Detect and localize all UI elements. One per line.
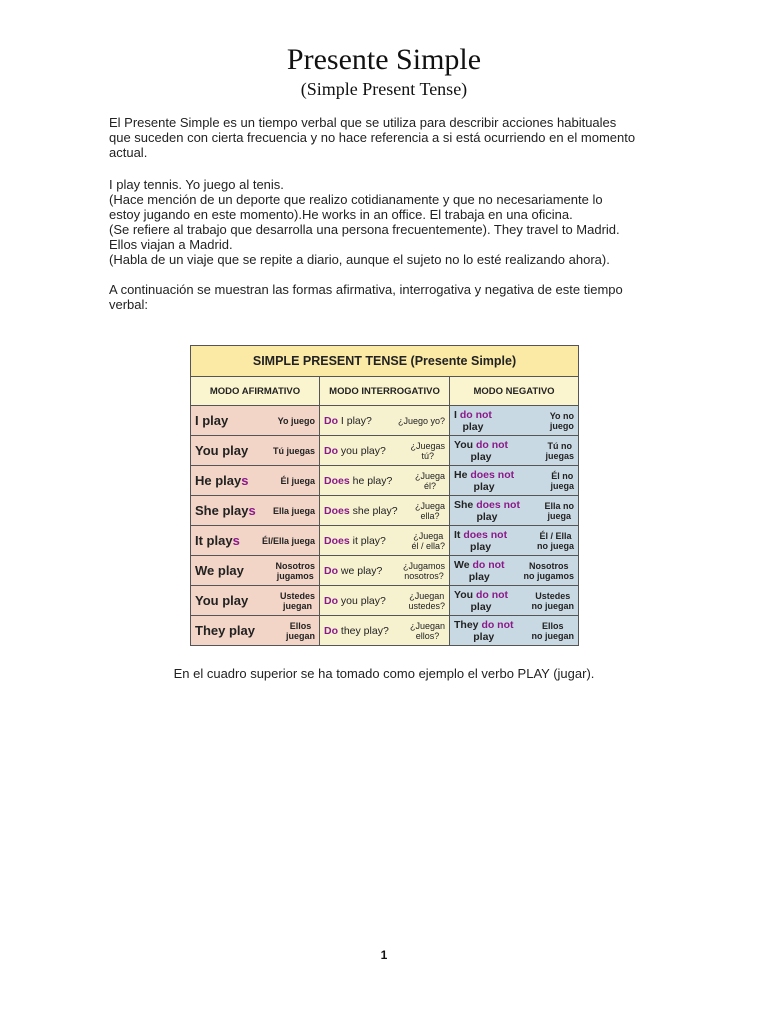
interrogative-translation: ¿Juegan ustedes?: [408, 590, 445, 611]
negative-form: [454, 469, 514, 493]
affirmative-form: [195, 623, 255, 638]
affirmative-form: [195, 473, 248, 488]
negative-auxiliary: does not: [470, 468, 515, 481]
affirmative-translation: Ustedes juegan: [279, 590, 315, 611]
paragraph-line: I play tennis. Yo juego al tenis.: [109, 177, 284, 192]
auxiliary-verb: Do: [324, 414, 338, 427]
table-row: [191, 466, 579, 496]
negative-subject: They: [454, 618, 479, 631]
negative-auxiliary: does not: [476, 498, 520, 511]
table-row: [191, 436, 579, 466]
negative-verb: play: [470, 600, 492, 613]
negative-translation: Él no juega: [550, 470, 575, 491]
affirmative-translation: Ellos juegan: [285, 620, 315, 641]
paragraph-line: (Habla de un viaje que se repite a diario, aunque el sujeto no lo esté realizando ahora).: [109, 252, 610, 267]
affirmative-verb: We play: [195, 563, 244, 578]
affirmative-cell: [191, 466, 320, 496]
negative-form: [454, 439, 508, 463]
affirmative-translation: Nosotros jugamos: [275, 560, 315, 581]
negative-subject: We: [454, 558, 470, 571]
interrogative-translation: ¿Juegas tú?: [410, 440, 445, 461]
interrogative-cell: [320, 436, 450, 466]
question-text: we play?: [338, 564, 383, 577]
negative-auxiliary: do not: [472, 558, 505, 571]
negative-auxiliary: do not: [475, 588, 509, 601]
negative-cell: [450, 466, 579, 496]
third-person-ending: s: [241, 473, 249, 488]
negative-auxiliary: do not: [459, 408, 492, 421]
negative-translation: Yo no juego: [549, 410, 575, 431]
negative-subject: You: [454, 438, 474, 451]
negative-form: [454, 409, 492, 433]
interrogative-cell: [320, 406, 450, 436]
table-row: [191, 556, 579, 586]
affirmative-cell: [191, 586, 320, 616]
affirmative-translation: Tú juegas: [272, 445, 315, 456]
auxiliary-verb: Do: [324, 594, 338, 607]
negative-subject: He: [454, 468, 468, 481]
intro-paragraph: [109, 115, 669, 160]
negative-subject: It: [454, 528, 461, 541]
table-caption: En el cuadro superior se ha tomado como ejemplo el verbo PLAY (jugar).: [173, 666, 595, 681]
negative-translation: Ustedes no juegan: [531, 590, 575, 611]
auxiliary-verb: Do: [324, 624, 338, 637]
negative-cell: [450, 436, 579, 466]
affirmative-translation: Ella juega: [272, 505, 315, 516]
third-person-ending: s: [248, 503, 256, 518]
paragraph-line: A continuación se muestran las formas afirmativa, interrogativa y negativa de este tiempo: [109, 282, 623, 297]
negative-auxiliary: do not: [481, 618, 514, 631]
table-row: [191, 496, 579, 526]
table-row: [191, 406, 579, 436]
negative-verb: play: [473, 480, 495, 493]
paragraph-line: (Se refiere al trabajo que desarrolla una persona frecuentemente). They travel to Madrid.: [109, 222, 620, 237]
affirmative-verb: It play: [195, 533, 233, 548]
interrogative-translation: ¿Juega ella?: [414, 500, 445, 521]
interrogative-translation: ¿Juega él / ella?: [411, 530, 445, 551]
interrogative-translation: ¿Jugamos nosotros?: [402, 560, 445, 581]
interrogative-cell: [320, 616, 450, 646]
interrogative-form: [324, 565, 382, 577]
negative-verb: play: [470, 540, 492, 553]
affirmative-verb: He play: [195, 473, 242, 488]
interrogative-form: [324, 505, 398, 517]
interrogative-cell: [320, 466, 450, 496]
paragraph-line: actual.: [109, 145, 148, 160]
negative-verb: play: [468, 570, 490, 583]
affirmative-verb: She play: [195, 503, 249, 518]
affirmative-cell: [191, 616, 320, 646]
table-row: [191, 586, 579, 616]
negative-verb: play: [476, 510, 498, 523]
question-text: it play?: [349, 534, 386, 547]
auxiliary-verb: Does: [324, 534, 350, 547]
negative-cell: [450, 406, 579, 436]
interrogative-form: [324, 535, 386, 547]
affirmative-verb: They play: [195, 623, 255, 638]
affirmative-translation: Él/Ella juega: [261, 535, 315, 546]
paragraph-line: que suceden con cierta frecuencia y no hace referencia a si está ocurriendo en el momento: [109, 130, 636, 145]
paragraph-line: Ellos viajan a Madrid.: [109, 237, 233, 252]
affirmative-cell: [191, 436, 320, 466]
interrogative-cell: [320, 586, 450, 616]
question-text: I play?: [338, 414, 372, 427]
affirmative-translation: Yo juego: [277, 415, 315, 426]
negative-cell: [450, 616, 579, 646]
affirmative-form: [195, 533, 240, 548]
negative-cell: [450, 526, 579, 556]
interrogative-translation: ¿Juego yo?: [397, 415, 445, 426]
interrogative-cell: [320, 496, 450, 526]
question-text: you play?: [338, 594, 386, 607]
affirmative-verb: You play: [195, 593, 249, 608]
affirmative-cell: [191, 556, 320, 586]
interrogative-form: [324, 415, 372, 427]
negative-translation: Él / Ella no juega: [537, 530, 575, 551]
negative-cell: [450, 586, 579, 616]
table-row: [191, 616, 579, 646]
auxiliary-verb: Does: [324, 474, 350, 487]
negative-form: [454, 529, 507, 553]
affirmative-verb: You play: [195, 443, 249, 458]
question-text: you play?: [338, 444, 386, 457]
negative-translation: Ella no juega: [544, 500, 575, 521]
paragraph-line: El Presente Simple es un tiempo verbal que se utiliza para describir acciones habituales: [109, 115, 617, 130]
affirmative-cell: [191, 526, 320, 556]
negative-cell: [450, 556, 579, 586]
negative-form: [454, 589, 508, 613]
auxiliary-verb: Do: [324, 444, 338, 457]
table-header: SIMPLE PRESENT TENSE (Presente Simple): [191, 346, 579, 377]
affirmative-form: [195, 443, 248, 458]
negative-translation: Ellos no juegan: [531, 620, 575, 641]
affirmative-cell: [191, 496, 320, 526]
page-number: 1: [380, 948, 388, 962]
affirmative-form: [195, 563, 244, 578]
examples-paragraph: [109, 177, 669, 267]
affirmative-verb: I play: [195, 413, 229, 428]
column-header-affirmative: MODO AFIRMATIVO: [191, 377, 320, 406]
negative-verb: play: [473, 630, 495, 643]
negative-subject: You: [454, 588, 474, 601]
negative-verb: play: [462, 420, 484, 433]
affirmative-translation: Él juega: [280, 475, 315, 486]
page-subtitle: (Simple Present Tense): [300, 79, 468, 99]
negative-subject: I: [454, 408, 457, 421]
question-text: she play?: [349, 504, 398, 517]
question-text: they play?: [338, 624, 389, 637]
interrogative-cell: [320, 556, 450, 586]
question-text: he play?: [349, 474, 393, 487]
interrogative-form: [324, 595, 386, 607]
negative-translation: Tú no juegas: [545, 440, 575, 461]
paragraph-line: verbal:: [109, 297, 149, 312]
auxiliary-verb: Does: [324, 504, 350, 517]
forms-intro-paragraph: [109, 282, 669, 312]
page-title: Presente Simple: [286, 43, 482, 76]
negative-cell: [450, 496, 579, 526]
interrogative-form: [324, 475, 392, 487]
interrogative-form: [324, 445, 386, 457]
interrogative-cell: [320, 526, 450, 556]
paragraph-line: estoy jugando en este momento).He works in an office. El trabaja en una oficina.: [109, 207, 573, 222]
interrogative-translation: ¿Juegan ellos?: [409, 620, 445, 641]
affirmative-form: [195, 593, 248, 608]
negative-auxiliary: does not: [463, 528, 508, 541]
affirmative-cell: [191, 406, 320, 436]
affirmative-form: [195, 413, 228, 428]
table-row: [191, 526, 579, 556]
interrogative-form: [324, 625, 389, 637]
negative-form: [454, 619, 514, 643]
column-header-negative: MODO NEGATIVO: [450, 377, 579, 406]
negative-form: [454, 499, 520, 523]
auxiliary-verb: Do: [324, 564, 338, 577]
affirmative-form: [195, 503, 256, 518]
column-header-interrogative: MODO INTERROGATIVO: [320, 377, 450, 406]
negative-auxiliary: do not: [475, 438, 509, 451]
paragraph-line: (Hace mención de un deporte que realizo cotidianamente y que no necesariamente lo: [109, 192, 603, 207]
interrogative-translation: ¿Juega él?: [414, 470, 445, 491]
negative-verb: play: [470, 450, 492, 463]
conjugation-table: [190, 345, 579, 646]
negative-form: [454, 559, 505, 583]
third-person-ending: s: [232, 533, 240, 548]
negative-translation: Nosotros no jugamos: [523, 560, 575, 581]
negative-subject: She: [454, 498, 474, 511]
